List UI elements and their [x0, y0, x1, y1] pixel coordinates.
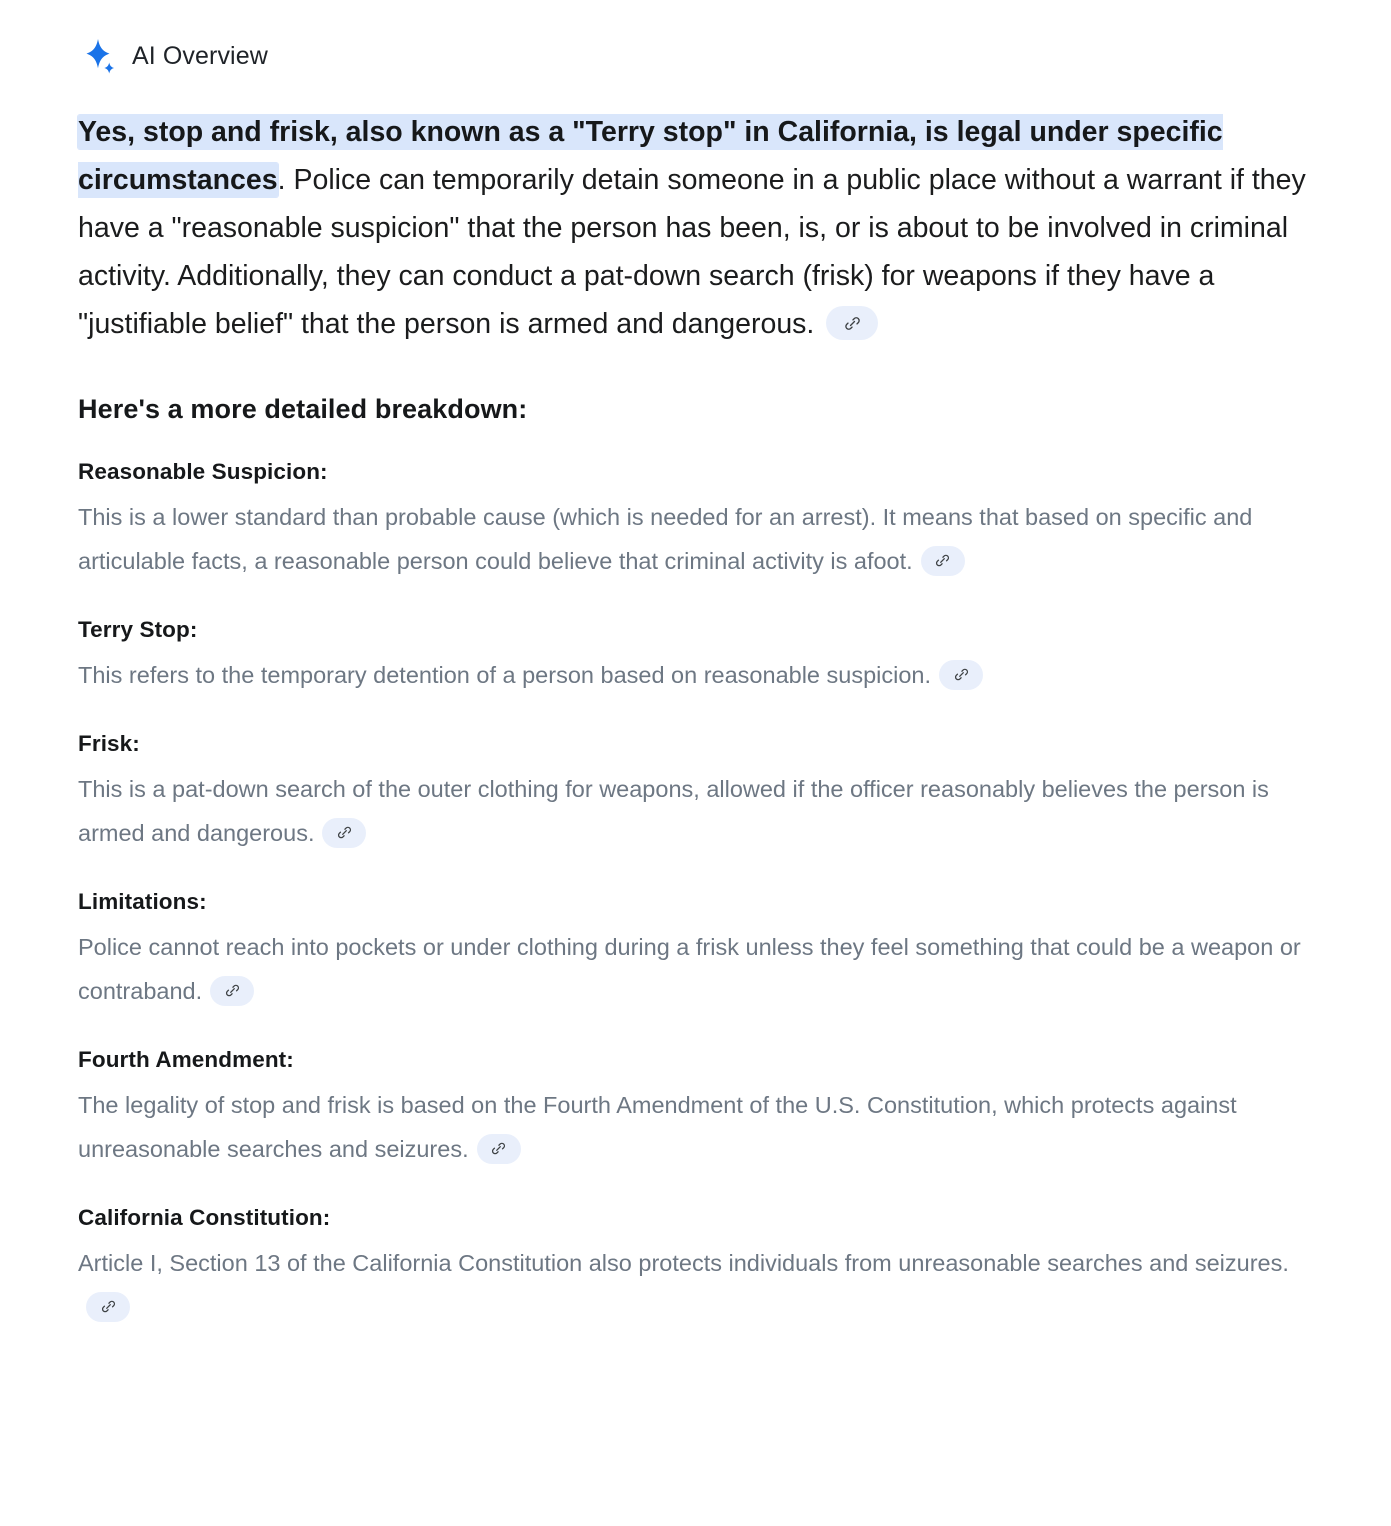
link-icon[interactable] — [939, 660, 983, 690]
lead-rest: . Police can temporarily detain someone in a public place without a warrant if they have a "reasonable suspicion" that the person has been, is, or is about to be involved in criminal activity. Additionally, they can conduct a pat-down search (frisk) for weapons if they have a "justifiable belief" that the person is armed and dangerous. — [78, 164, 1306, 340]
list-item — [78, 731, 1319, 855]
list-item-text: Article I, Section 13 of the California Constitution also protects individuals from unreasonable searches and seizures. — [78, 1250, 1289, 1276]
list-item-body — [78, 653, 1319, 697]
list-item — [78, 1205, 1319, 1329]
link-icon[interactable] — [322, 818, 366, 848]
ai-overview-title: AI Overview — [132, 41, 268, 70]
list-item-text: Police cannot reach into pockets or under clothing during a frisk unless they feel something that could be a weapon or contraband. — [78, 934, 1301, 1004]
sparkle-icon — [78, 36, 118, 76]
link-icon[interactable] — [477, 1134, 521, 1164]
list-item-label: California Constitution: — [78, 1205, 331, 1230]
list-item-text: This refers to the temporary detention of a person based on reasonable suspicion. — [78, 662, 932, 688]
link-icon[interactable] — [826, 306, 878, 340]
list-item-body — [78, 767, 1319, 855]
list-item-text: The legality of stop and frisk is based on the Fourth Amendment of the U.S. Constitution, which protects against unreasonable searches and seizures. — [78, 1092, 1237, 1162]
list-item-label: Fourth Amendment: — [78, 1047, 294, 1072]
list-item — [78, 1047, 1319, 1171]
section-title: Here's a more detailed breakdown: — [78, 394, 528, 424]
link-icon[interactable] — [921, 546, 965, 576]
ai-overview-content — [0, 108, 1391, 1329]
list-item — [78, 459, 1319, 583]
list-item-label: Frisk: — [78, 731, 140, 756]
list-item-label: Terry Stop: — [78, 617, 198, 642]
ai-overview-header — [0, 0, 1391, 76]
list-item — [78, 889, 1319, 1013]
list-item-body — [78, 495, 1319, 583]
highlighted-answer: Yes, stop and frisk, also known as a "Terry stop" in California, is legal under specific circumstances — [78, 116, 1223, 196]
list-item — [78, 617, 1319, 697]
link-icon[interactable] — [86, 1292, 130, 1322]
list-item-text: This is a lower standard than probable cause (which is needed for an arrest). It means that based on specific and articulable facts, a reasonable person could believe that criminal activity is afoot. — [78, 504, 1253, 574]
list-item-text: This is a pat-down search of the outer clothing for weapons, allowed if the officer reasonably believes the person is armed and dangerous. — [78, 776, 1269, 846]
list-item-body — [78, 1083, 1319, 1171]
list-item-body — [78, 1241, 1319, 1329]
list-item-label: Reasonable Suspicion: — [78, 459, 328, 484]
list-item-label: Limitations: — [78, 889, 207, 914]
list-item-body — [78, 925, 1319, 1013]
lead-paragraph — [78, 108, 1319, 348]
link-icon[interactable] — [210, 976, 254, 1006]
